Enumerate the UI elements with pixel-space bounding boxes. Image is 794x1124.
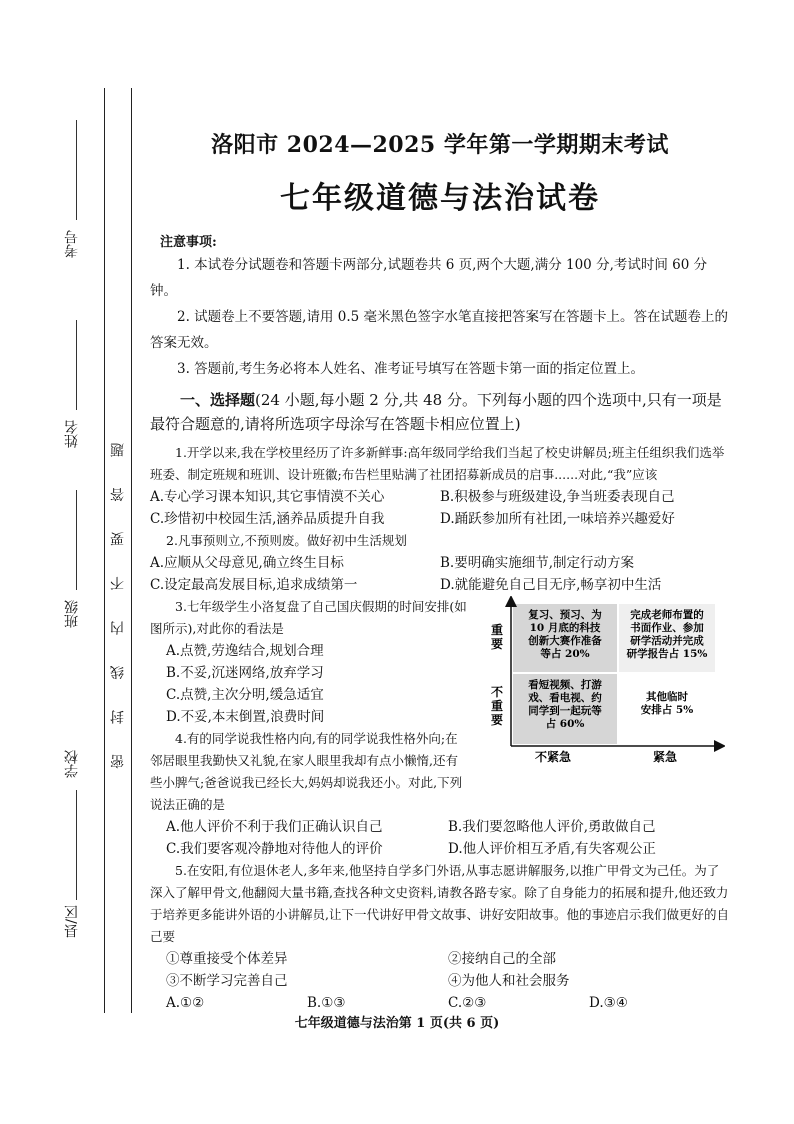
exam-content: [150, 128, 730, 1014]
quadrant-text-top-right: 研学活动并完成: [630, 635, 704, 647]
exam-title: 洛阳市 2024—2025 学年第一学期期末考试: [211, 132, 669, 158]
section-one-header: [150, 388, 730, 436]
quadrant-text-top-left: 创新大赛作准备: [528, 635, 602, 647]
x-label-right: 紧急: [652, 750, 678, 764]
quadrant-text-top-left: 复习、预习、为: [528, 609, 602, 621]
binding-line-inner: [131, 88, 132, 1013]
question-5-statements: [150, 970, 730, 992]
school-label: 学校: [64, 750, 80, 778]
seal-line-text: 密 封 线 内 不 要 答 题: [110, 430, 126, 769]
name-label: 姓名: [64, 420, 80, 448]
note-item: 2. 试题卷上不要答题,请用 0.5 毫米黑色签字水笔直接把答案写在答题卡上。答在试题卷上的答案无效。: [150, 309, 729, 351]
y-label-top-1: 重: [490, 623, 504, 637]
option-a[interactable]: A.①②: [166, 995, 205, 1011]
quadrant-text-top-right: 书面作业、参加: [630, 622, 704, 634]
question-5-options: [150, 992, 730, 1014]
option-d[interactable]: D.他人评价相互矛盾,有失客观公正: [448, 841, 656, 857]
question-1-stem: 1.开学以来,我在学校里经历了许多新鲜事:高年级同学给我们当起了校史讲解员;班主任组织我们选举班委、制定班规和班训、设计班徽;布告栏里贴满了社团招募新成员的启事......对此,“我”应该: [150, 445, 725, 482]
question-1-options: [150, 486, 730, 508]
option-d[interactable]: D.踊跃参加所有社团,一味培养兴趣爱好: [440, 511, 675, 527]
exam-number-blank[interactable]: [76, 120, 77, 220]
quadrant-text-bottom-right: 其他临时: [646, 691, 688, 703]
quadrant-text-top-left: 10 月底的科技: [529, 622, 601, 634]
section-one-desc: (24 小题,每小题 2 分,共 48 分。下列每小题的四个选项中,只有一项是最符合题意的,请将所选项字母涂写在答题卡相应位置上): [150, 391, 722, 433]
option-b[interactable]: B.①③: [307, 995, 346, 1011]
quadrant-text-bottom-left: 看短视频、打游: [528, 679, 602, 691]
exam-number-label: 考号: [64, 230, 80, 258]
option-c[interactable]: C.珍惜初中校园生活,涵养品质提升自我: [150, 511, 385, 527]
option-c[interactable]: C.②③: [448, 995, 487, 1011]
question-3-options: [150, 640, 468, 728]
exam-number-field[interactable]: [62, 230, 92, 258]
y-label-bottom-2: 重: [490, 699, 504, 713]
option-a[interactable]: A.他人评价不利于我们正确认识自己: [166, 819, 383, 835]
question-3-stem: 3.七年级学生小洛复盘了自己国庆假期的时间安排(如图所示),对此你的看法是: [150, 599, 467, 636]
class-label: 班级: [64, 600, 80, 628]
notes-heading: 注意事项:: [160, 235, 217, 250]
y-label-top-2: 要: [490, 637, 504, 651]
quadrant-text-bottom-left: 戏、看电视、约: [528, 692, 602, 704]
question-5-stem: 5.在安阳,有位退休老人,多年来,他坚持自学多门外语,从事志愿讲解服务,以推广甲骨文为己任。为了深入了解甲骨文,他翻阅大量书籍,查找各种文史资料,请教各路专家。除了自身能力的拓展和提升,他还致力于培养更多能讲外语的小讲解员,让下一代讲好甲骨文故事、讲好安阳故事。他的事迹启示我们做更好的自己要: [150, 863, 729, 944]
section-one-title: 一、选择题: [180, 391, 256, 409]
county-field[interactable]: [62, 905, 92, 938]
option-b[interactable]: B.我们要忽略他人评价,勇敢做自己: [448, 819, 656, 835]
option-b[interactable]: B.不妥,沉迷网络,放弃学习: [166, 665, 324, 681]
question-2-stem: 2.凡事预则立,不预则废。做好初中生活规划: [166, 533, 407, 548]
question-2-options: [150, 574, 730, 596]
class-blank[interactable]: [76, 490, 77, 590]
statement-1: ①尊重接受个体差异: [166, 951, 288, 967]
county-blank[interactable]: [76, 825, 77, 895]
question-2-options: [150, 552, 730, 574]
option-c[interactable]: C.我们要客观冷静地对待他人的评价: [166, 841, 383, 857]
question-1-options: [150, 508, 730, 530]
option-d[interactable]: D.就能避免自己目无序,畅享初中生活: [440, 577, 662, 593]
quadrant-text-top-right: 研学报告占 15%: [626, 648, 708, 660]
y-label-bottom-1: 不: [490, 685, 504, 699]
option-c[interactable]: C.设定最高发展目标,追求成绩第一: [150, 577, 358, 593]
question-5-statements: [150, 948, 730, 970]
option-b[interactable]: B.积极参与班级建设,争当班委表现自己: [440, 489, 675, 505]
y-label-bottom-3: 要: [490, 713, 504, 727]
option-c[interactable]: C.点赞,主次分明,缓急适宜: [166, 687, 324, 703]
option-b[interactable]: B.要明确实施细节,制定行动方案: [440, 555, 635, 571]
class-field[interactable]: [62, 600, 92, 628]
quadrant-text-top-right: 完成老师布置的: [630, 609, 704, 621]
name-field[interactable]: [62, 420, 92, 448]
question-3-block: [150, 596, 730, 816]
county-label: 县/区: [64, 905, 80, 938]
page-footer: 七年级道德与法治第 1 页(共 6 页): [294, 1016, 500, 1031]
time-matrix-chart: [475, 596, 725, 764]
statement-3: ③不断学习完善自己: [166, 973, 288, 989]
quadrant-text-bottom-left: 同学到一起玩等: [528, 705, 602, 717]
question-4-stem: 4.有的同学说我性格内向,有的同学说我性格外向;在邻居眼里我勤快又礼貌,在家人眼里我却有点小懒惰,还有些小脾气;爸爸说我已经长大,妈妈却说我还小。对此,下列说法正确的是: [150, 731, 463, 812]
quadrant-text-bottom-right: 安排占 5%: [640, 704, 694, 716]
x-label-left: 不紧急: [534, 750, 572, 764]
quadrant-text-bottom-left: 占 60%: [545, 718, 585, 730]
school-field[interactable]: [62, 750, 92, 778]
question-4-options: [150, 838, 730, 860]
exam-subtitle: 七年级道德与法治试卷: [280, 181, 600, 216]
name-blank[interactable]: [76, 320, 77, 410]
option-d[interactable]: D.不妥,本末倒置,浪费时间: [166, 709, 325, 725]
quadrant-text-top-left: 等占 20%: [540, 648, 590, 660]
option-a[interactable]: A.点赞,劳逸结合,规划合理: [166, 643, 324, 659]
statement-4: ④为他人和社会服务: [448, 973, 570, 989]
note-item: 3. 答题前,考生务必将本人姓名、准考证号填写在答题卡第一面的指定位置上。: [177, 361, 644, 377]
binding-line-outer: [104, 88, 105, 1013]
question-4-options: [150, 816, 730, 838]
option-a[interactable]: A.应顺从父母意见,确立终生目标: [150, 555, 344, 571]
option-d[interactable]: D.③④: [589, 995, 628, 1011]
statement-2: ②接纳自己的全部: [448, 951, 556, 967]
option-a[interactable]: A.专心学习课本知识,其它事情漠不关心: [150, 489, 385, 505]
note-item: 1. 本试卷分试题卷和答题卡两部分,试题卷共 6 页,两个大题,满分 100 分,考试时间 60 分钟。: [150, 257, 708, 299]
